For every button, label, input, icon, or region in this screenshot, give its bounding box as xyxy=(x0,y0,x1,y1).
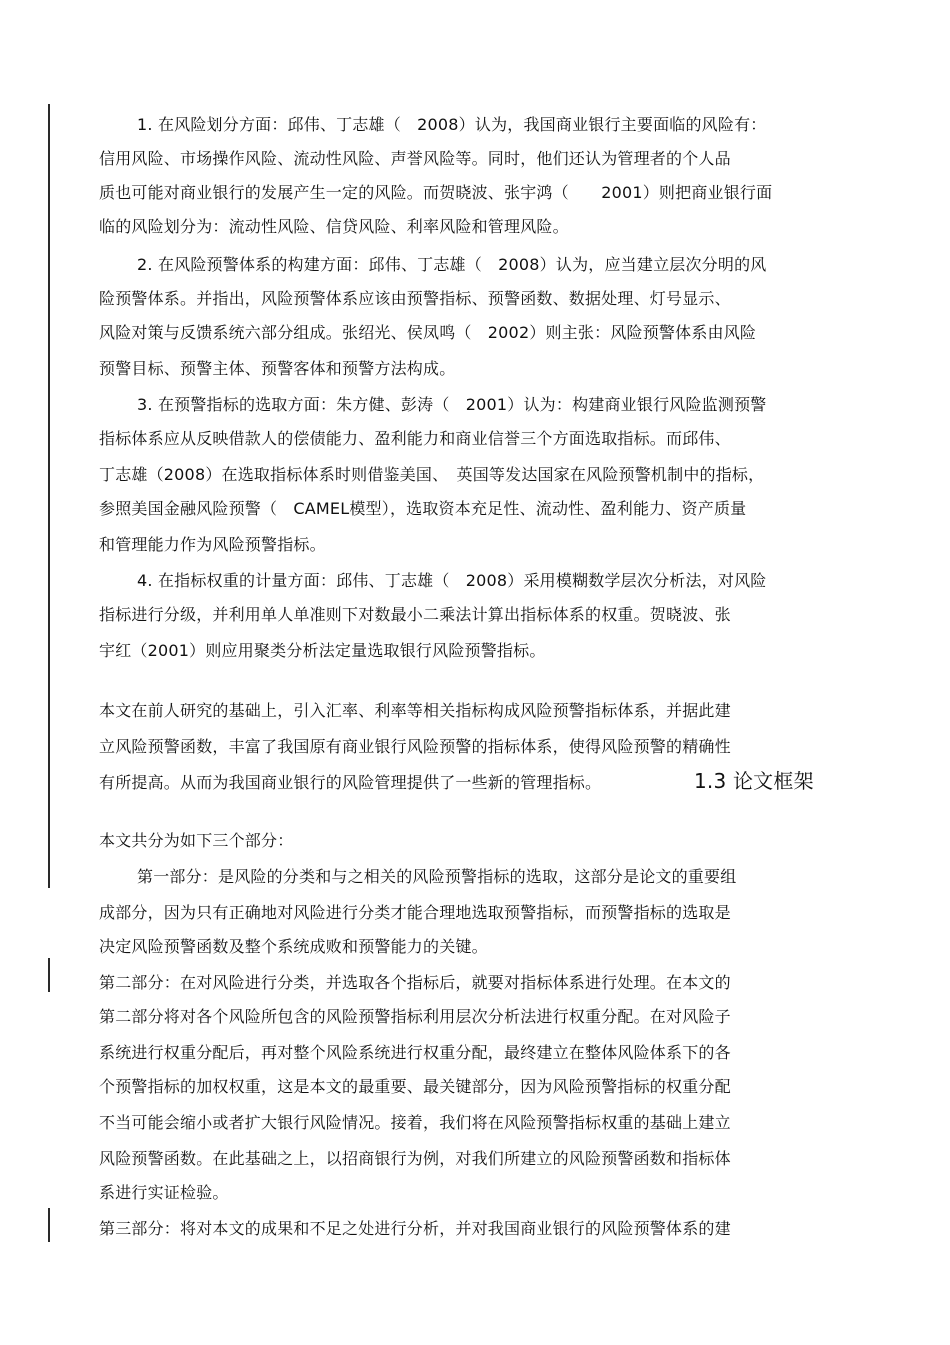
list-item-line: 1. 在风险划分方面：邱伟、丁志雄（ 2008）认为，我国商业银行主要面临的风险有： xyxy=(137,115,767,134)
part1-line: 第一部分：是风险的分类和与之相关的风险预警指标的选取，这部分是论文的重要组 xyxy=(137,867,737,886)
list-item-line: 险预警体系。并指出，风险预警体系应该由预警指标、预警函数、数据处理、灯号显示、 xyxy=(99,289,731,308)
list-item-line: 预警目标、预警主体、预警客体和预警方法构成。 xyxy=(99,359,456,378)
revision-bar xyxy=(48,1208,50,1242)
list-item-line: 质也可能对商业银行的发展产生一定的风险。而贺晓波、张宇鸿（ 2001）则把商业银行面 xyxy=(99,183,773,202)
list-item-line: 4. 在指标权重的计量方面：邱伟、丁志雄（ 2008）采用模糊数学层次分析法，对风险 xyxy=(137,571,767,590)
part2-line: 第二部分将对各个风险所包含的风险预警指标利用层次分析法进行权重分配。在对风险子 xyxy=(99,1007,731,1026)
list-item-line: 临的风险划分为：流动性风险、信贷风险、利率风险和管理风险。 xyxy=(99,217,569,236)
revision-bar xyxy=(48,104,50,888)
list-item-line: 指标进行分级，并利用单人单准则下对数最小二乘法计算出指标体系的权重。贺晓波、张 xyxy=(99,605,731,624)
part2-line: 个预警指标的加权权重，这是本文的最重要、最关键部分，因为风险预警指标的权重分配 xyxy=(99,1077,731,1096)
section-heading: 1.3 论文框架 xyxy=(694,769,814,793)
part1-line: 成部分，因为只有正确地对风险进行分类才能合理地选取预警指标，而预警指标的选取是 xyxy=(99,903,731,922)
part1-line: 决定风险预警函数及整个系统成败和预警能力的关键。 xyxy=(99,937,488,956)
part2-line: 第二部分：在对风险进行分类，并选取各个指标后，就要对指标体系进行处理。在本文的 xyxy=(99,973,731,992)
list-item-line: 指标体系应从反映借款人的偿债能力、盈利能力和商业信誉三个方面选取指标。而邱伟、 xyxy=(99,429,731,448)
part3-line: 第三部分：将对本文的成果和不足之处进行分析，并对我国商业银行的风险预警体系的建 xyxy=(99,1219,731,1238)
list-item-line: 和管理能力作为风险预警指标。 xyxy=(99,535,326,554)
list-item-line: 丁志雄（2008）在选取指标体系时则借鉴美国、 英国等发达国家在风险预警机制中的指标， xyxy=(99,465,765,484)
list-item-line: 信用风险、市场操作风险、流动性风险、声誉风险等。同时，他们还认为管理者的个人品 xyxy=(99,149,731,168)
list-item-line: 风险对策与反馈系统六部分组成。张绍光、侯凤鸣（ 2002）则主张：风险预警体系由风险 xyxy=(99,323,757,342)
part2-line: 风险预警函数。在此基础之上，以招商银行为例，对我们所建立的风险预警函数和指标体 xyxy=(99,1149,731,1168)
intro-line: 本文共分为如下三个部分： xyxy=(99,831,294,850)
list-item-line: 宇红（2001）则应用聚类分析法定量选取银行风险预警指标。 xyxy=(99,641,546,660)
part2-line: 不当可能会缩小或者扩大银行风险情况。接着，我们将在风险预警指标权重的基础上建立 xyxy=(99,1113,731,1132)
list-item-line: 3. 在预警指标的选取方面：朱方健、彭涛（ 2001）认为：构建商业银行风险监测预警 xyxy=(137,395,767,414)
summary-line: 立风险预警函数，丰富了我国原有商业银行风险预警的指标体系，使得风险预警的精确性 xyxy=(99,737,731,756)
list-item-line: 2. 在风险预警体系的构建方面：邱伟、丁志雄（ 2008）认为，应当建立层次分明的风 xyxy=(137,255,767,274)
summary-line: 本文在前人研究的基础上，引入汇率、利率等相关指标构成风险预警指标体系，并据此建 xyxy=(99,701,731,720)
revision-bar xyxy=(48,958,50,992)
list-item-line: 参照美国金融风险预警（ CAMEL模型），选取资本充足性、流动性、盈利能力、资产质量 xyxy=(99,499,747,518)
summary-line: 有所提高。从而为我国商业银行的风险管理提供了一些新的管理指标。 xyxy=(99,773,602,792)
part2-line: 系进行实证检验。 xyxy=(99,1183,229,1202)
part2-line: 系统进行权重分配后，再对整个风险系统进行权重分配，最终建立在整体风险体系下的各 xyxy=(99,1043,731,1062)
